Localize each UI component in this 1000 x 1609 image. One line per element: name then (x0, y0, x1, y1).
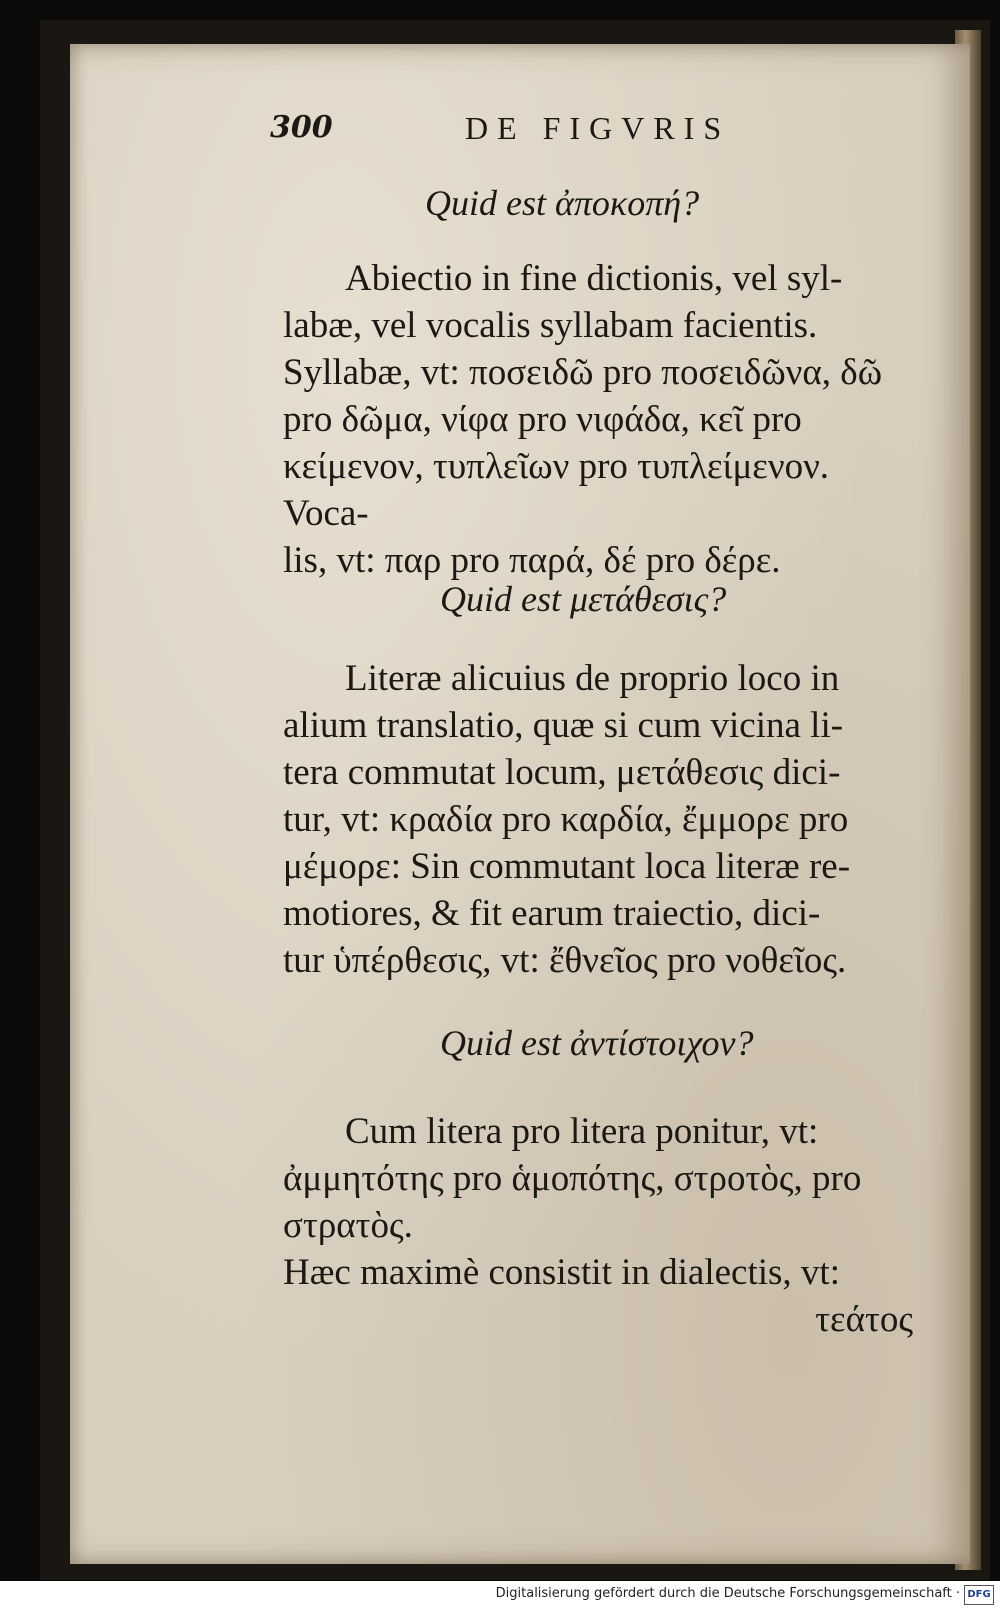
footer-strip (0, 1581, 1000, 1609)
section-1-question: Quid est ἀποκοπή? (425, 183, 700, 223)
section-2-question: Quid est μετάθεσις? (440, 579, 727, 619)
running-head-title: DE FIGVRIS (465, 110, 731, 146)
section-1-line-6: lis, vt: παρ pro παρά, δέ pro δέρε. (283, 540, 781, 581)
page-number: 300 (270, 110, 333, 145)
section-3-line-2: ἀμμητότης pro ἁμοπότης, στροτὸς, pro στρατὸς. (283, 1158, 862, 1246)
section-3-question: Quid est ἀντίστοιχον? (440, 1023, 754, 1063)
section-1-line-2: labæ, vel vocalis syllabam facientis. (283, 305, 818, 346)
section-2-line-3: tera commutat locum, μετάθεσις dici- (283, 752, 841, 793)
section-1-paragraph (283, 255, 913, 584)
section-3-line-4: τεάτος (815, 1299, 913, 1340)
section-3-line-1: Cum litera pro litera ponitur, vt: (345, 1111, 819, 1152)
section-2-line-2: alium translatio, quæ si cum vicina li- (283, 705, 844, 746)
dfg-logo-icon: DFG (964, 1585, 994, 1605)
section-2-line-6: motiores, & fit earum traiectio, dici- (283, 893, 821, 934)
section-2-line-4: tur, vt: κραδία pro καρδία, ἔμμορε pro (283, 799, 849, 840)
section-3-line-3: Hæc maximè consistit in dialectis, vt: (283, 1252, 840, 1293)
section-2-line-5: μέμορε: Sin commutant loca literæ re- (283, 846, 851, 887)
section-1-line-5: κείμενον, τυπλεῖων pro τυπλείμενον. Voca- (283, 446, 830, 534)
section-2-line-7: tur ὑπέρθεσις, vt: ἔθνεῖος pro νοθεῖος. (283, 940, 847, 981)
section-2-paragraph (283, 655, 913, 984)
section-1-line-4: pro δῶμα, νίφα pro νιφάδα, κεῖ pro (283, 399, 802, 440)
section-2-line-1: Literæ alicuius de proprio loco in (345, 658, 840, 699)
section-1-line-1: Abiectio in fine dictionis, vel syl- (345, 258, 843, 299)
section-3-paragraph (283, 1108, 913, 1343)
footer-credit: Digitalisierung gefördert durch die Deutsche Forschungsgemeinschaft · (495, 1586, 960, 1601)
section-1-line-3: Syllabæ, vt: ποσειδῶ pro ποσειδῶνα, δῶ (283, 352, 883, 393)
running-head (270, 110, 770, 150)
